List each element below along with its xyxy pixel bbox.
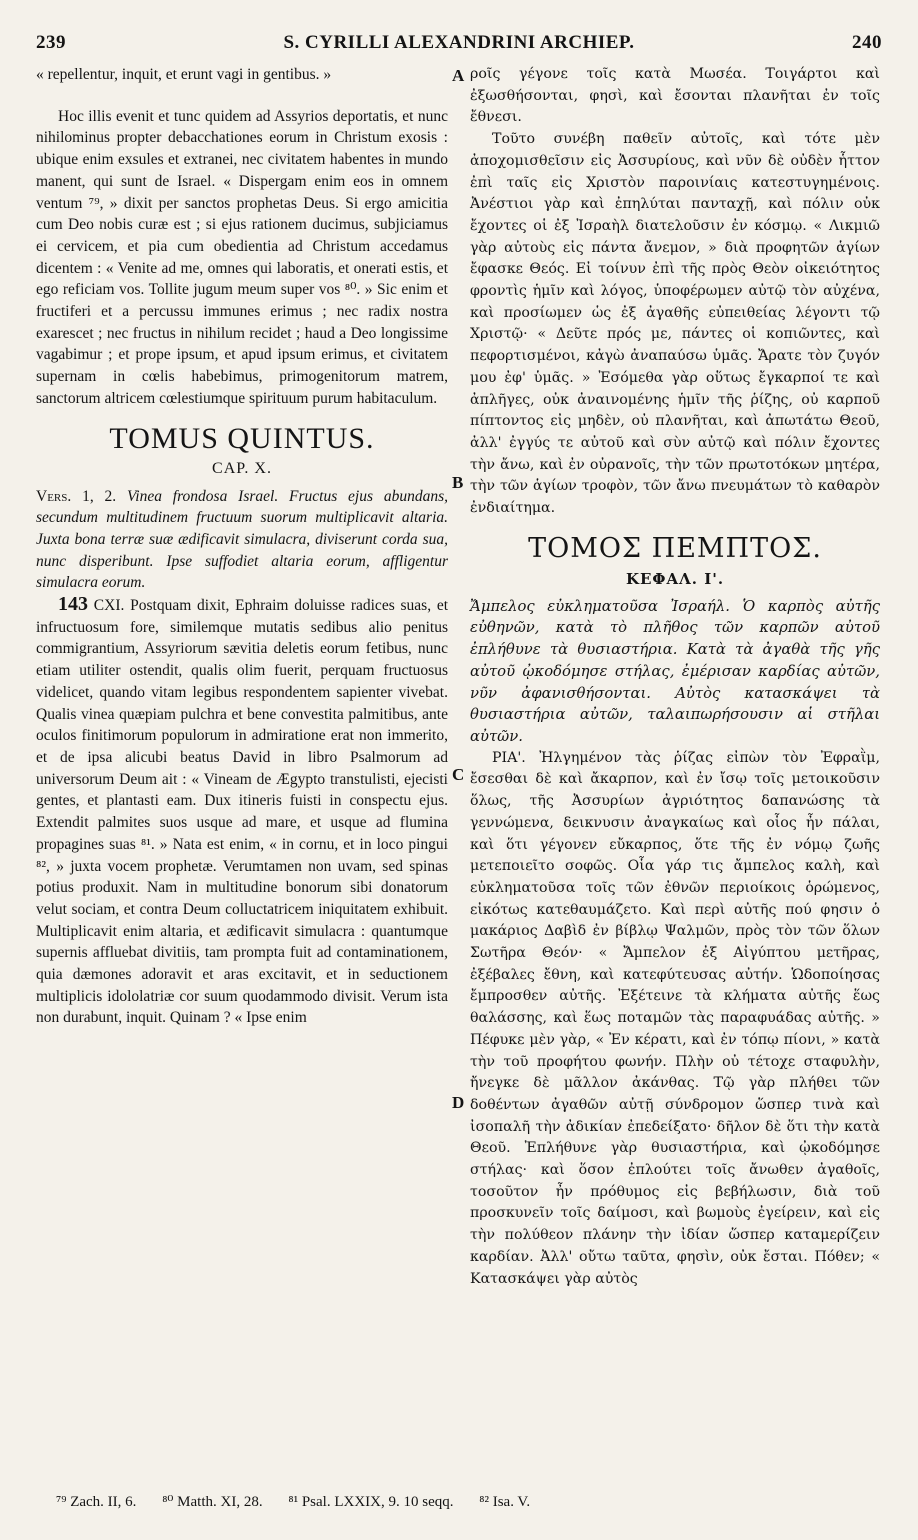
margin-mark-a: A [452, 66, 465, 85]
greek-tomus-heading: ΤΟΜΟΣ ΠΕΜΠΤΟΣ. [528, 532, 822, 564]
margin-mark-b: B [452, 473, 464, 492]
page-header [36, 28, 882, 58]
footnote-82: ⁸² Isa. V. [479, 1494, 531, 1510]
greek-column [470, 64, 880, 1290]
footnote-81: ⁸¹ Psal. LXXIX, 9. 10 seqq. [288, 1494, 454, 1510]
latin-verse [36, 486, 448, 595]
column-number: 143 [58, 593, 88, 616]
latin-section-label: CXI. [93, 597, 125, 615]
latin-verse-text: Vinea frondosa Israel. Fructus ejus abundans, secundum multitudinem fructuum suorum multiplicavit altaria. Juxta bona terræ suæ ædificavit simulacra, diviserunt corda sua, nunc disperibunt. Ipse suffodiet altaria eorum, affligentur simulacra eorum. [36, 487, 448, 592]
margin-mark-c: C [452, 765, 465, 784]
greek-chapter-heading: ΚΕΦΑΛ. Ι'. [625, 569, 725, 588]
latin-column [36, 64, 448, 1029]
greek-section-label: ΡΙΑ'. [492, 749, 526, 766]
margin-mark-d: D [452, 1093, 465, 1112]
greek-verse: Ἄμπελος εὐκληματοῦσα Ἰσραήλ. Ὁ καρπὸς αὐτῆς εὐθηνῶν, κατὰ τὸ πλῆθος τῶν καρπῶν αὐτοῦ ἐπλήθυνε τὰ θυσιαστήρια. Κατὰ τὰ ἀγαθὰ τῆς γῆς αὐτοῦ ᾠκοδόμησε στήλας, ἐμέρισαν καρδίας αὐτῶν, νῦν ἀφανισθήσονται. Αὐτὸς κατασκάψει τὰ θυσιαστήρια αὐτῶν, ταλαιπωρήσουσιν αἱ στῆλαι αὐτῶν. [470, 597, 880, 745]
latin-paragraph-3 [36, 594, 448, 1029]
footnote-79: ⁷⁹ Zach. II, 6. [56, 1494, 137, 1510]
latin-paragraph-1: « repellentur, inquit, et erunt vagi in gentibus. » [36, 66, 332, 83]
footnote-80: ⁸⁰ Matth. XI, 28. [162, 1494, 263, 1510]
latin-paragraph-3-text: Postquam dixit, Ephraim doluisse radices suas, et infructuosum fore, similemque mutatis sedibus alio penitus commigrantium, Assyriorum sævitia deletis eorum fetibus, nunc etiam utiliter ostendit, qualis olim fuerit, perquam fructuosus videlicet, quando vitam legibus respondentem sapienter vivebat. Qualis vinea quæpiam pulchra et bene convestita palmitibus, ante oculos finitimorum populorum in admiratione erat non immerito, et de ipsa alicubi beatus David in libro Psalmorum ad universorum Deum ait : « Vineam de Ægypto transtulisti, ejecisti gentes, et plantasti eam. Dux itineris fuisti in conspectu ejus. Extendit palmites suos usque ad mare, et usque ad flumina propagines suas ⁸¹. » Nata est enim, « in cornu, et in loco pingui ⁸², » juxta vocem prophetæ. Verumtamen non uvam, sed spinas potius produxit. Nam in multitudine bonorum sibi donatorum velut sociam, et contra Deum colluctatricem iniquitatem exhibuit. Multiplicavit enim altaria, et ædificavit simulacra : quantumque supernis affluebat divitiis, tam prompta fuit ad contaminationem, quia dæmones adoravit et aras excitavit, et in seductionem multiplicis idololatriæ cor suum quodammodo divisit. Verum ista non durabunt, inquit. Quinam ? « Ipse enim [36, 597, 449, 1027]
running-head: S. CYRILLI ALEXANDRINI ARCHIEP. [283, 32, 635, 53]
latin-paragraph-2: Hoc illis evenit et tunc quidem ad Assyrios deportatis, et nunc nihilominus propter debacchationes eorum in Christum exosis : ubique enim exsules et extranei, nec civitatem habentes in mundo manent, qui sunt de Israel. « Dispergam enim eos in omnem ventum ⁷⁹, » dixit per sanctos prophetas Deus. Si ergo amicitia cum Deo nobis curæ est ; si ejus rationem ducimus, subjiciamus ei cervicem, et pia cum obedientia ad Christum accedamus dicentem : « Venite ad me, omnes qui laboratis, et onerati estis, et ego reficiam vos. Tollite jugum meum super vos ⁸⁰. » Sic enim et fructiferi et a percussu immunes erimus ; nec radix nostra exarescet ; nec fructus in nihilum recidet ; haud a Deo longissime vagabimur ; et prope ipsum, et apud ipsum erimus, et civitatem supernam in cœlis habebimus, primogenitorum matrem, sanctorum altricem cœlestiumque spirituum purum habitaculum. [36, 107, 448, 407]
page-number-right: 240 [852, 32, 882, 53]
page-number-left: 239 [36, 32, 66, 53]
greek-paragraph-1: ροῖς γέγονε τοῖς κατὰ Μωσέα. Τοιγάρτοι καὶ ἐξωσθήσονται, φησὶ, καὶ ἔσονται πλανῆται ἐν τοῖς ἔθνεσι. [470, 66, 880, 126]
footnotes [56, 1492, 876, 1511]
greek-paragraph-3-text: Ἠλγημένον τὰς ῥίζας εἰπὼν τὸν Ἐφραῒμ, ἔσεσθαι δὲ καὶ ἄκαρπον, καὶ ἐν ἴσῳ τοῖς μετοικοῦσιν ὅλως, τῆς Ἀσσυρίων ἀγριότητος δαπανώσης τὰ γεννώμενα, δεικνυσιν ἀναγκαίως καὶ οἷος ἦν πάλαι, καὶ ὅτι γέγονεν εὔκαρπος, ὅτε τῆς ἐν νόμῳ ζωῆς μετεποιεῖτο σοφῶς. Οἷα γάρ τις ἄμπελος καλὴ, καὶ εὐκληματοῦσα τοῖς τῶν ἐθνῶν περιοίκοις ὁρώμενος, εἰκότως κατεθαυμάζετο. Καὶ περὶ αὐτῆς πού φησιν ὁ μακάριος Δαβὶδ ἐν βίβλῳ Ψαλμῶν, πρὸς τὸν τῶν ὅλων Σωτῆρα Θεόν· « Ἄμπελον ἐξ Αἰγύπτου μετῆρας, ἐξέβαλες ἔθνη, καὶ κατεφύτευσας αὐτήν. Ὡδοποίησας ἔμπροσθεν αὐτῆς. Ἐξέτεινε τὰ κλήματα αὐτῆς ἕως θαλάσσης, καὶ ἕως ποταμῶν τὰς παραφυάδας αὐτῆς. » Πέφυκε μὲν γὰρ, « Ἐν κέρατι, καὶ ἐν τόπῳ πίονι, » κατὰ τὴν τοῦ προφήτου φωνήν. Πλὴν οὐ τέτοχε σταφυλὴν, ἤνεγκε δὲ μᾶλλον ἀκάνθας. Τῷ γὰρ πλήθει τῶν δοθέντων ἀγαθῶν αὐτῇ σύνδρομον ὥσπερ τινὰ καὶ ἰσοπαλῆ τὴν ἀδικίαν ἐπεδείξατο· δῆλον δὲ ὅτι τὴν κατὰ Θεοῦ. Ἐπλήθυνε γὰρ θυσιαστήρια, καὶ ᾠκοδόμησε στήλας· καὶ ὅσον ἐπλούτει τοῖς ἄνωθεν ἀγαθοῖς, τοσοῦτον ἦν πρόθυμος εἰς βεβήλωσιν, διὰ τοῦ προσκυνεῖν τοῖς δαίμοσι, καὶ βωμοὺς ἐγείρειν, καὶ εἰς τὴν πολύθεον πλάνην τὴν ἰδίαν ὥσπερ καταμερίζειν καρδίαν. Ἀλλ' οὔτω ταῦτα, φησὶν, οὐκ ἔσται. Πόθεν; « Κατασκάψει γὰρ αὐτὸς [470, 749, 880, 1287]
latin-chapter-heading: CAP. X. [212, 459, 272, 477]
greek-paragraph-2: Τοῦτο συνέβη παθεῖν αὐτοῖς, καὶ τότε μὲν ἀποχομισθεῖσιν εἰς Ἀσσυρίους, καὶ νῦν δὲ οὐδὲν ἧττον ἐπὶ ταῖς εἰς Χριστὸν παροινίαις κατεστυγημένοις. Ἀνέστιοι γὰρ καὶ ἐπηλύται πανταχῇ, καὶ πόλιν οὐκ ἔχοντες οἱ ἐξ Ἰσραὴλ διατελοῦσιν ἐν κόσμῳ. « Λικμιῶ γὰρ αὐτοὺς εἰς πάντα ἄνεμον, » διὰ προφητῶν ἁγίων ἔφασκε Θεός. Εἰ τοίνυν ἐπὶ τῆς πρὸς Θεὸν οἰκειότητος φροντὶς ἡμῖν καὶ λόγος, ὑποφέρωμεν αὐτῷ τὸν αὐχένα, καὶ προσίωμεν ὡς ἐξ ἀγαθῆς εὐπειθείας λέγοντι τῷ Χριστῷ· « Δεῦτε πρός με, πάντες οἱ κοπιῶντες, καὶ πεφορτισμένοι, κἀγὼ ἀναπαύσω ὑμᾶς. Ἄρατε τὸν ζυγόν μου ἐφ' ὑμᾶς. » Ἐσόμεθα γὰρ οὕτως ἔγκαρποί τε καὶ ἀπλῆγες, οὐκ ἀναινομένης ἡμῖν τῆς ῥίζης, οὐ καρποῦ πίπτοντος εἰς μηδὲν, οὐ πλανῆται, καὶ ἀπωτάτω Θεοῦ, ἀλλ' ἐγγύς τε αὐτοῦ καὶ σὺν αὐτῷ καὶ πόλιν ἔχοντες τὴν ἄνω, καὶ ἐν οὐρανοῖς, τὴν τῶν πρωτοτόκων μητέρα, τὴν τῶν ἁγίων τροφὸν, τῶν ἄνω πνευμάτων τὸ καθαρὸν ἐνδιαίτημα. [470, 131, 880, 517]
greek-paragraph-3 [470, 748, 880, 1291]
verse-label: Vers. 1, 2. [36, 487, 117, 505]
latin-tomus-heading: TOMUS QUINTUS. [109, 421, 375, 455]
